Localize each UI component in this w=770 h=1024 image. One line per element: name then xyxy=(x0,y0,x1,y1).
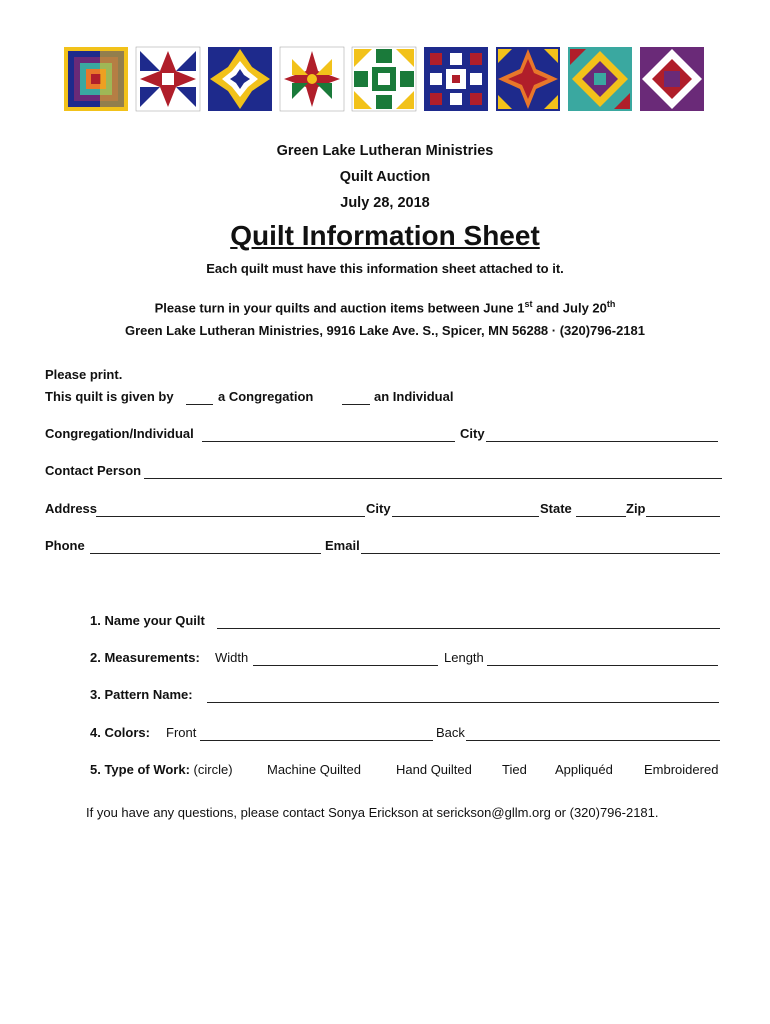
type-machine-quilted[interactable]: Machine Quilted xyxy=(267,762,361,777)
address-field[interactable] xyxy=(96,516,365,517)
type-tied[interactable]: Tied xyxy=(502,762,527,777)
address-city-field[interactable] xyxy=(392,516,539,517)
sup-st: st xyxy=(524,299,533,309)
quilt-blocks-banner xyxy=(62,46,712,112)
state-label: State xyxy=(540,501,572,516)
congregation-label: Congregation/Individual xyxy=(45,426,194,441)
phone-field[interactable] xyxy=(90,553,321,554)
address-label: Address xyxy=(45,501,98,516)
turn-in-middle: and July 20 xyxy=(532,300,607,316)
option-individual: an Individual xyxy=(374,389,454,404)
event-name: Quilt Auction xyxy=(339,169,431,185)
given-by-label: This quilt is given by xyxy=(45,389,174,404)
quilt-block-grid xyxy=(424,47,488,111)
width-label: Width xyxy=(215,650,249,665)
quilt-block-purple xyxy=(640,47,704,111)
zip-field[interactable] xyxy=(646,516,720,517)
city-label: City xyxy=(460,426,485,441)
q5-row xyxy=(90,762,233,777)
quilt-block-green xyxy=(352,47,416,111)
option-congregation: a Congregation xyxy=(218,389,314,404)
back-label: Back xyxy=(436,725,465,740)
pattern-name-field[interactable] xyxy=(207,702,719,703)
contact-label: Contact Person xyxy=(45,463,142,478)
zip-label: Zip xyxy=(626,501,646,516)
length-field[interactable] xyxy=(487,665,718,666)
q2-label: 2. Measurements: xyxy=(90,650,200,665)
quilt-block-star-orange xyxy=(496,47,560,111)
type-hand-quilted[interactable]: Hand Quilted xyxy=(396,762,472,777)
q1-label: 1. Name your Quilt xyxy=(90,613,205,628)
back-color-field[interactable] xyxy=(466,740,720,741)
circle-note: (circle) xyxy=(193,762,233,777)
congregation-field[interactable] xyxy=(202,441,455,442)
footer-contact: If you have any questions, please contact Sonya Erickson at serickson@gllm.org or (320)796-2181. xyxy=(86,805,659,820)
organization-name: Green Lake Lutheran Ministries xyxy=(276,143,494,159)
turn-in-prefix: Please turn in your quilts and auction items between June 1 xyxy=(154,300,525,316)
address-line: Green Lake Lutheran Ministries, 9916 Lake Ave. S., Spicer, MN 56288 · (320)796-2181 xyxy=(124,323,645,338)
city-field[interactable] xyxy=(486,441,718,442)
type-embroidered[interactable]: Embroidered xyxy=(644,762,719,777)
q4-label: 4. Colors: xyxy=(90,725,150,740)
type-appliqued[interactable]: Appliquéd xyxy=(555,762,613,777)
please-print: Please print. xyxy=(45,367,123,382)
subtitle: Each quilt must have this information sheet attached to it. xyxy=(206,261,564,276)
contact-field[interactable] xyxy=(144,478,722,479)
event-date: July 28, 2018 xyxy=(340,195,430,211)
sup-th: th xyxy=(606,299,616,309)
front-color-field[interactable] xyxy=(200,740,433,741)
turn-in-dates xyxy=(0,299,770,315)
state-field[interactable] xyxy=(576,516,626,517)
quilt-name-field[interactable] xyxy=(217,628,720,629)
email-field[interactable] xyxy=(361,553,720,554)
email-label: Email xyxy=(325,538,360,553)
quilt-block-star-red xyxy=(136,47,200,111)
individual-blank[interactable] xyxy=(342,404,370,405)
page-title: Quilt Information Sheet xyxy=(230,220,540,251)
q5-label: 5. Type of Work: xyxy=(90,762,190,777)
quilt-block-star-mixed xyxy=(280,47,344,111)
width-field[interactable] xyxy=(253,665,438,666)
congregation-blank[interactable] xyxy=(186,404,213,405)
quilt-block-star-yellow xyxy=(208,47,272,111)
phone-label: Phone xyxy=(45,538,85,553)
address-city-label: City xyxy=(366,501,391,516)
length-label: Length xyxy=(444,650,484,665)
q3-label: 3. Pattern Name: xyxy=(90,687,193,702)
front-label: Front xyxy=(166,725,197,740)
quilt-block-teal xyxy=(568,47,632,111)
quilt-block-log-cabin xyxy=(64,47,128,111)
